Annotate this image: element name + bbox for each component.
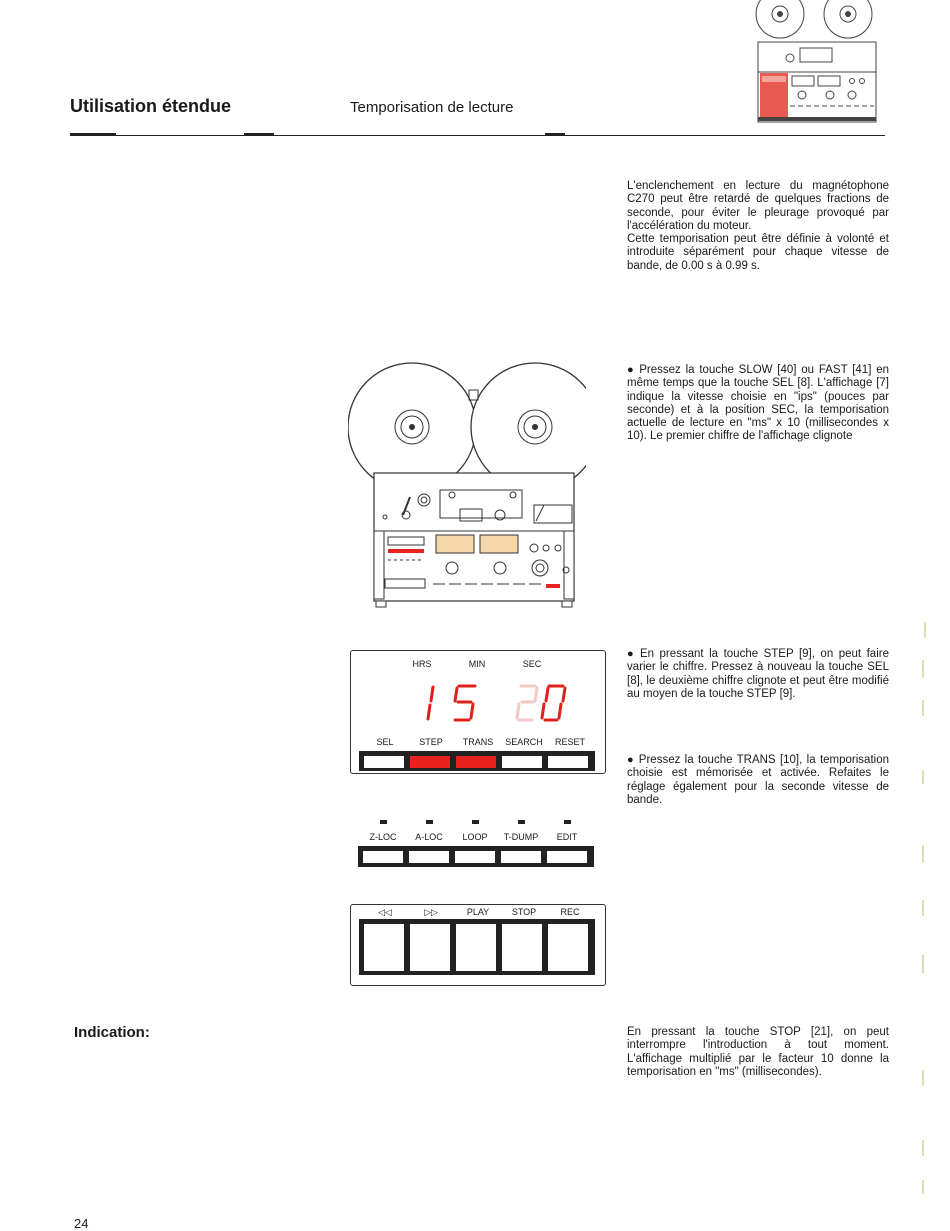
scan-mark [922,900,924,916]
header-rule-accent [244,133,274,136]
label-stop: STOP [511,907,537,917]
transport-panel [350,904,606,986]
note-label: Indication: [74,1024,150,1041]
label-rec: REC [560,907,580,917]
scan-mark [922,770,924,784]
label-step: STEP [419,737,443,747]
label-play: PLAY [466,907,490,917]
label-sec: SEC [522,659,542,669]
scan-mark [922,1070,924,1086]
label-z-loc: Z-LOC [369,832,397,842]
header-rule-accent [70,133,116,136]
reset-key[interactable] [546,754,590,770]
led-indicator [472,820,479,824]
stop-key[interactable] [500,922,544,973]
thumbnail-recorder-illustration [740,0,890,125]
label-rewind: ◁◁ [378,907,392,917]
led-indicator [426,820,433,824]
scan-mark [922,1140,924,1156]
page-number: 24 [74,1216,89,1231]
label-a-loc: A-LOC [415,832,443,842]
scan-mark [922,845,924,863]
page-subtitle: Temporisation de lecture [350,99,514,116]
label-hrs: HRS [412,659,432,669]
label-fast-forward: ▷▷ [424,907,438,917]
instruction-step-1: ● Pressez la touche SLOW [40] ou FAST [41] en même temps que la touche SEL [8]. L'affichage [7] indique la vitesse choisie en "ips" (pouces par seconde) et à la position SEC, la temporisation actuelle de lecture en "ms" x 10 (millisecondes x 10). Le premier chiffre de l'affichage clignote [627,364,889,444]
header-rule [70,135,885,136]
display-panel [350,650,606,774]
intro-paragraph-1: L'enclenchement en lecture du magnétophone C270 peut être retardé de quelques fractions de seconde, pour éviter le pleurage provoqué par l'accélération du moteur. [627,180,889,232]
rewind-key[interactable] [362,922,406,973]
scan-mark [922,660,924,678]
label-trans: TRANS [462,737,494,747]
label-min: MIN [468,659,486,669]
loop-key[interactable] [453,849,497,865]
label-search: SEARCH [505,737,543,747]
a-loc-key[interactable] [407,849,451,865]
led-indicator [564,820,571,824]
scan-mark [922,700,924,716]
instruction-step-2: ● En pressant la touche STEP [9], on peut faire varier le chiffre. Pressez à nouveau la touche SEL [8], le deuxième chiffre clignote et peut être modifié au moyen de la touche STEP [9]. [627,648,889,701]
led-indicator [518,820,525,824]
z-loc-key[interactable] [361,849,405,865]
header-rule-accent [545,133,565,136]
label-edit: EDIT [556,832,578,842]
tape-recorder-illustration [348,355,586,610]
rec-key[interactable] [546,922,590,973]
label-sel: SEL [376,737,394,747]
label-loop: LOOP [462,832,488,842]
note-text: En pressant la touche STOP [21], on peut interrompre l'introduction à tout moment. L'affichage multiplié par le facteur 10 donne la temporisation en "ms" (millisecondes). [627,1026,889,1078]
intro-paragraph-2: Cette temporisation peut être définie à volonté et introduite séparément pour chaque vitesse de bande, de 0.00 s à 0.99 s. [627,233,889,272]
play-key[interactable] [454,922,498,973]
instruction-step-3: ● Pressez la touche TRANS [10], la temporisation choisie est mémorisée et activée. Refaites le réglage également pour la seconde vitesse de bande. [627,754,889,807]
scan-mark [922,955,924,973]
edit-key[interactable] [545,849,589,865]
locator-panel [355,818,595,870]
led-indicator [380,820,387,824]
fast-forward-key[interactable] [408,922,452,973]
label-reset: RESET [554,737,585,747]
seven-segment-display [411,681,581,726]
step-key[interactable] [408,754,452,770]
search-key[interactable] [500,754,544,770]
sel-key[interactable] [362,754,406,770]
section-title: Utilisation étendue [70,96,232,116]
label-t-dump: T-DUMP [503,832,539,842]
scan-mark [922,1180,924,1194]
t-dump-key[interactable] [499,849,543,865]
trans-key[interactable] [454,754,498,770]
intro-text [627,180,889,273]
scan-mark [924,622,926,638]
